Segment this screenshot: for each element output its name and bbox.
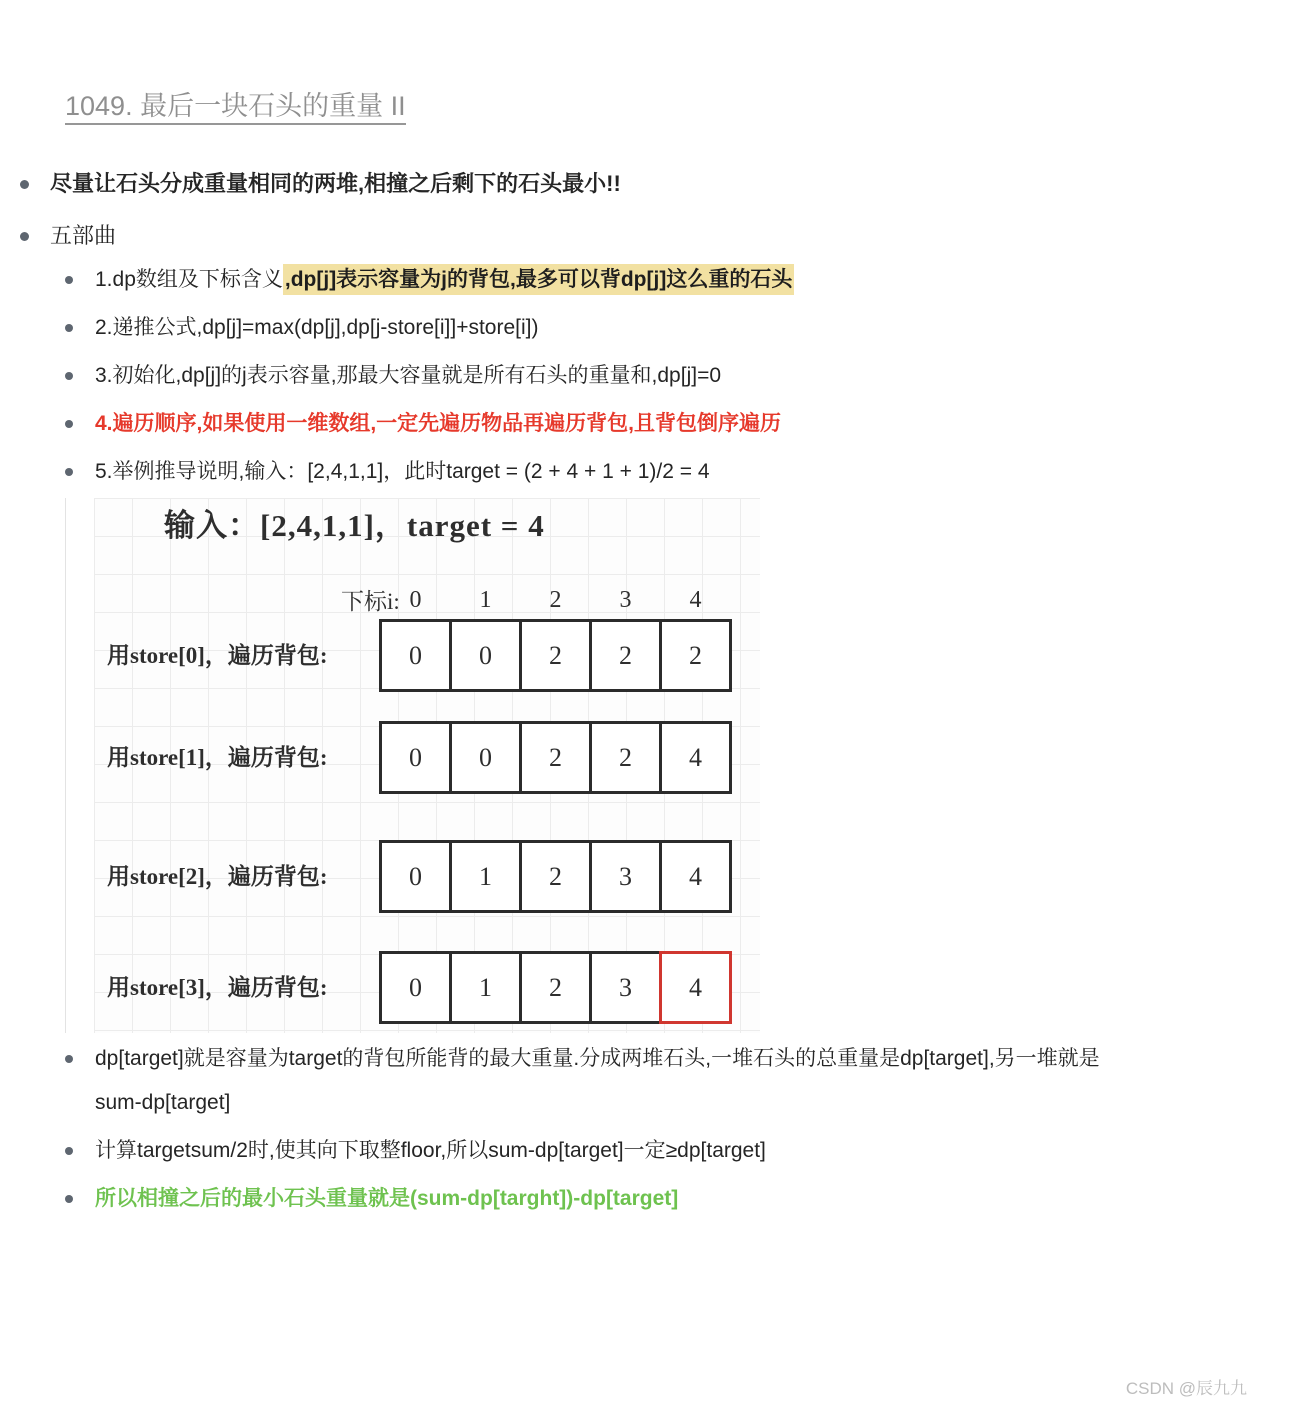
step-5-example: 5.举例推导说明,输入：[2,4,1,1]，此时target = (2 + 4 + 1 + 1)/2 = 4 <box>65 450 1125 494</box>
dp-cell: 2 <box>519 721 592 794</box>
dp-diagram <box>65 498 1096 1033</box>
dp-cell: 2 <box>519 840 592 913</box>
step-3-init: 3.初始化,dp[j]的j表示容量,那最大容量就是所有石头的重量和,dp[j]=0 <box>65 354 1125 398</box>
csdn-watermark: CSDN @辰九九 <box>1125 1379 1247 1398</box>
diagram-title: 输入：[2,4,1,1]，target = 4 <box>164 508 545 543</box>
dp-cells <box>379 721 732 794</box>
index-value: 4 <box>689 587 702 613</box>
dp-row-label: 用store[1]，遍历背包: <box>107 744 328 770</box>
dp-cells <box>379 840 732 913</box>
dp-cell: 0 <box>379 951 452 1024</box>
dp-cell: 0 <box>449 619 522 692</box>
dp-row-store2 <box>94 840 760 913</box>
dp-cell: 4 <box>659 721 732 794</box>
dp-row-store1 <box>94 721 760 794</box>
dp-cell: 2 <box>519 951 592 1024</box>
conclusion-dp-target: dp[target]就是容量为target的背包所能背的最大重量.分成两堆石头,一堆石头的总重量是dp[target],另一堆就是sum-dp[target] <box>65 1037 1125 1125</box>
page-title[interactable] <box>65 86 1293 126</box>
dp-cell: 3 <box>589 951 662 1024</box>
steps-list <box>50 258 1293 1221</box>
dp-cell: 2 <box>659 619 732 692</box>
dp-cell: 1 <box>449 951 522 1024</box>
step-2-recurrence: 2.递推公式,dp[j]=max(dp[j],dp[j-store[i]]+store[i]) <box>65 306 1125 350</box>
dp-row-label: 用store[3]，遍历背包: <box>107 974 328 1000</box>
dp-cell: 3 <box>589 840 662 913</box>
dp-cell: 2 <box>589 721 662 794</box>
dp-row-store3 <box>94 951 760 1024</box>
dp-cells <box>379 619 732 692</box>
dp-cell: 0 <box>449 721 522 794</box>
dp-cells <box>379 951 732 1024</box>
index-value: 3 <box>619 587 632 613</box>
note-list <box>0 162 1293 1221</box>
step-1-prefix: 1.dp数组及下标含义 <box>95 268 283 291</box>
dp-cell: 2 <box>519 619 592 692</box>
dp-cell: 4 <box>659 840 732 913</box>
dp-cell: 1 <box>449 840 522 913</box>
index-value: 2 <box>549 587 562 613</box>
note-item-key-idea: 尽量让石头分成重量相同的两堆,相撞之后剩下的石头最小!! <box>20 162 1293 206</box>
dp-cell: 2 <box>589 619 662 692</box>
index-value: 1 <box>479 587 492 613</box>
dp-cell-result-highlight: 4 <box>659 951 732 1024</box>
step-1-highlight: ,dp[j]表示容量为j的背包,最多可以背dp[j]这么重的石头 <box>283 264 794 295</box>
diagram-index-row <box>379 578 732 622</box>
five-steps-label: 五部曲 <box>50 223 117 248</box>
step-1-dp-meaning <box>65 258 1125 302</box>
conclusion-result: 所以相撞之后的最小石头重量就是(sum-dp[targht])-dp[target] <box>65 1177 1125 1221</box>
dp-cell: 0 <box>379 619 452 692</box>
dp-cell: 0 <box>379 840 452 913</box>
note-item-five-steps <box>20 214 1293 1221</box>
dp-row-label: 用store[0]，遍历背包: <box>107 642 328 668</box>
index-value: 0 <box>409 587 422 613</box>
dp-diagram-grid <box>94 498 760 1033</box>
step-4-order: 4.遍历顺序,如果使用一维数组,一定先遍历物品再遍历背包,且背包倒序遍历 <box>65 402 1125 446</box>
diagram-index-label: 下标i: <box>341 589 400 614</box>
conclusion-floor: 计算targetsum/2时,使其向下取整floor,所以sum-dp[target]一定≥dp[target] <box>65 1129 1125 1173</box>
dp-row-store0 <box>94 619 760 692</box>
dp-row-label: 用store[2]，遍历背包: <box>107 863 328 889</box>
dp-cell: 0 <box>379 721 452 794</box>
page-title-text[interactable]: 1049. 最后一块石头的重量 II <box>65 91 406 125</box>
